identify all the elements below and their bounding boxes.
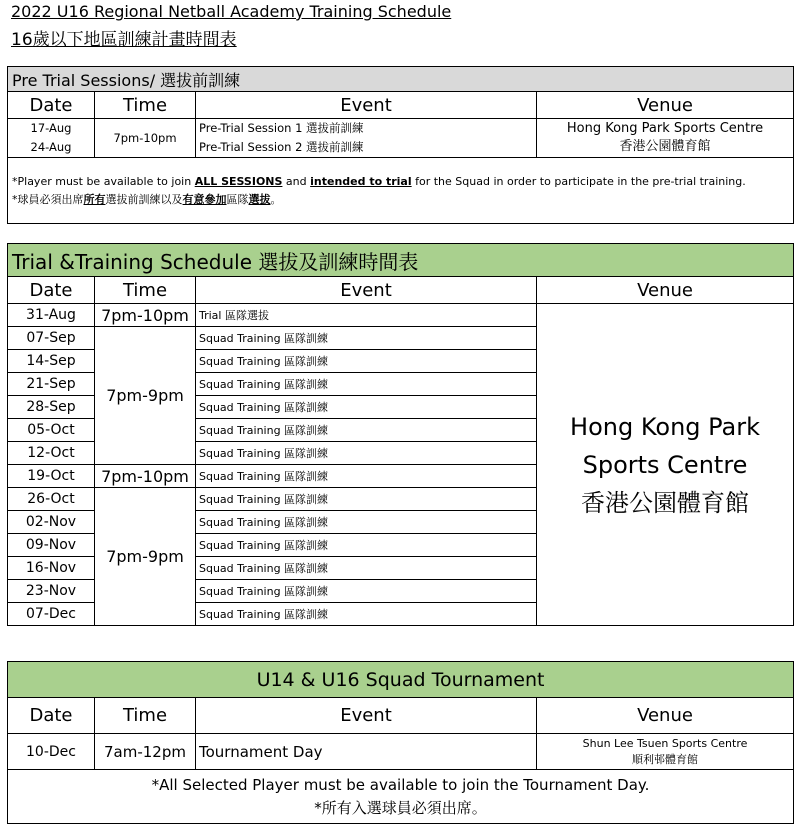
venue-english: Hong Kong Park Sports Centre [566,121,764,136]
date-cell: 26-Oct [8,488,95,511]
venue-chinese: 順利邨體育館 [632,752,699,766]
date-cell: 10-Dec [8,734,95,770]
event-cell: Pre-Trial Session 2 選拔前訓練 [199,140,364,154]
time-cell: 7pm-9pm [95,327,196,465]
pretrial-heading: Pre Trial Sessions/ 選拔前訓練 [8,67,794,92]
document-title-chinese: 16歲以下地區訓練計畫時間表 [11,30,237,50]
note-chinese: *球員必須出席所有選拔前訓練以及有意參加區隊選拔。 [12,192,282,206]
event-cell: Squad Training 區隊訓練 [196,373,537,396]
training-header-row [8,277,794,304]
event-cell: Squad Training 區隊訓練 [196,465,537,488]
date-cell: 21-Sep [8,373,95,396]
note-english: *Player must be available to join ALL SESSIONS and intended to trial for the Squad in order to participate in the pre-trial training. [12,174,746,188]
table-row [8,304,794,327]
date-cell: 07-Sep [8,327,95,350]
col-header-date: Date [8,92,95,119]
time-cell: 7pm-10pm [95,465,196,488]
date-cell: 31-Aug [8,304,95,327]
date-cell: 07-Dec [8,603,95,626]
tournament-table [7,661,794,824]
date-cell: 14-Sep [8,350,95,373]
event-cell: Pre-Trial Session 1 選拔前訓練 [199,121,364,135]
note-chinese: *所有入選球員必須出席。 [314,798,487,817]
venue-chinese: 香港公園體育館 [581,488,750,517]
col-header-venue: Venue [537,698,794,734]
pretrial-dates [8,119,95,158]
col-header-event: Event [196,698,537,734]
event-cell: Squad Training 區隊訓練 [196,511,537,534]
venue-line: Hong Kong Park [570,412,761,441]
document-title: 2022 U16 Regional Netball Academy Training Schedule [11,2,452,21]
date-cell: 12-Oct [8,442,95,465]
tournament-note [8,770,794,824]
col-header-event: Event [196,92,537,119]
time-cell: 7pm-10pm [95,304,196,327]
pretrial-events [196,119,537,158]
venue-line: Sports Centre [582,450,748,479]
venue-english: Shun Lee Tsuen Sports Centre [582,736,748,750]
event-cell: Squad Training 區隊訓練 [196,419,537,442]
date-cell: 09-Nov [8,534,95,557]
date-cell: 28-Sep [8,396,95,419]
col-header-date: Date [8,698,95,734]
venue-chinese: 香港公園體育館 [619,139,711,154]
table-row [8,734,794,770]
pretrial-note [8,158,794,224]
col-header-time: Time [95,698,196,734]
event-cell: Squad Training 區隊訓練 [196,557,537,580]
event-cell: Squad Training 區隊訓練 [196,442,537,465]
pretrial-table [7,66,794,224]
date-cell: 17-Aug [30,121,72,135]
training-heading: Trial &Training Schedule 選拔及訓練時間表 [8,244,794,277]
time-cell: 7am-12pm [95,734,196,770]
col-header-time: Time [95,92,196,119]
pretrial-header-row [8,92,794,119]
date-cell: 16-Nov [8,557,95,580]
training-table [7,243,794,626]
event-cell: Squad Training 區隊訓練 [196,580,537,603]
note-english: *All Selected Player must be available to join the Tournament Day. [151,775,650,794]
event-cell: Squad Training 區隊訓練 [196,350,537,373]
pretrial-venue [537,119,794,158]
date-cell: 05-Oct [8,419,95,442]
event-cell: Squad Training 區隊訓練 [196,603,537,626]
col-header-venue: Venue [537,92,794,119]
event-cell: Squad Training 區隊訓練 [196,396,537,419]
tournament-header-row [8,698,794,734]
pretrial-row [8,119,794,158]
date-cell: 02-Nov [8,511,95,534]
date-cell: 19-Oct [8,465,95,488]
event-cell: Trial 區隊選拔 [196,304,537,327]
col-header-time: Time [95,277,196,304]
tournament-venue [537,734,794,770]
col-header-venue: Venue [537,277,794,304]
date-cell: 24-Aug [30,140,72,154]
tournament-heading: U14 & U16 Squad Tournament [8,662,794,698]
event-cell: Squad Training 區隊訓練 [196,327,537,350]
date-cell: 23-Nov [8,580,95,603]
event-cell: Squad Training 區隊訓練 [196,488,537,511]
time-cell: 7pm-10pm [95,119,196,158]
training-venue [537,304,794,626]
col-header-event: Event [196,277,537,304]
event-cell: Squad Training 區隊訓練 [196,534,537,557]
event-cell: Tournament Day [196,734,537,770]
col-header-date: Date [8,277,95,304]
time-cell: 7pm-9pm [95,488,196,626]
